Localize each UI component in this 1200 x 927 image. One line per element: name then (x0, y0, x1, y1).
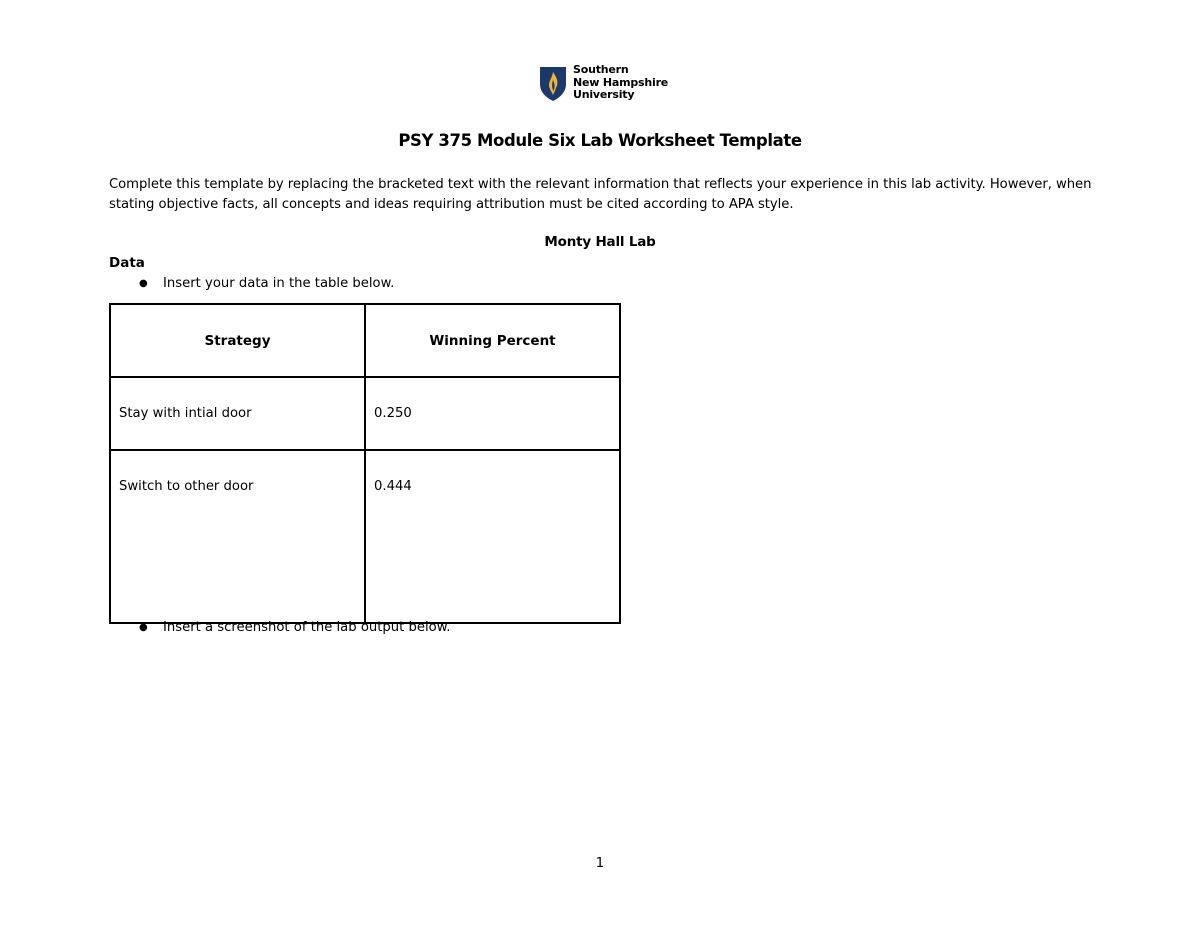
snhu-logo (539, 64, 669, 104)
bullet-item-insert-data (139, 276, 394, 291)
logo-wordmark (573, 64, 668, 102)
logo-line-1: Southern (573, 63, 629, 76)
section-title: Monty Hall Lab (544, 234, 656, 250)
bullet-icon: ● (139, 622, 148, 633)
bullet-icon: ● (139, 278, 148, 289)
document-title: PSY 375 Module Six Lab Worksheet Template (398, 131, 802, 150)
logo-line-2: New Hampshire (573, 75, 669, 89)
table-cell-winning-percent: 0.444 (365, 450, 620, 623)
data-heading: Data (109, 255, 145, 271)
bullet-text: Insert a screenshot of the lab output below. (163, 620, 451, 635)
bullet-text: Insert your data in the table below. (163, 276, 395, 291)
table-header-strategy: Strategy (110, 304, 365, 377)
table-row (110, 377, 620, 450)
bullet-item-insert-screenshot (139, 620, 451, 635)
page-number: 1 (595, 856, 605, 871)
data-table (109, 303, 621, 624)
logo-line-3: University (573, 88, 635, 101)
table-header-winning-percent: Winning Percent (365, 304, 620, 377)
intro-paragraph: Complete this template by replacing the bracketed text with the relevant information that reflects your experience in this lab activity. However, when stating objective facts, all concepts and ideas requiring attribution must be cited according to APA style. (109, 177, 1092, 212)
table-header-row (110, 304, 620, 377)
table-cell-winning-percent: 0.250 (365, 377, 620, 450)
table-cell-strategy: Switch to other door (110, 450, 365, 623)
shield-flame-icon (539, 66, 567, 102)
table-row (110, 450, 620, 623)
table-cell-strategy: Stay with intial door (110, 377, 365, 450)
